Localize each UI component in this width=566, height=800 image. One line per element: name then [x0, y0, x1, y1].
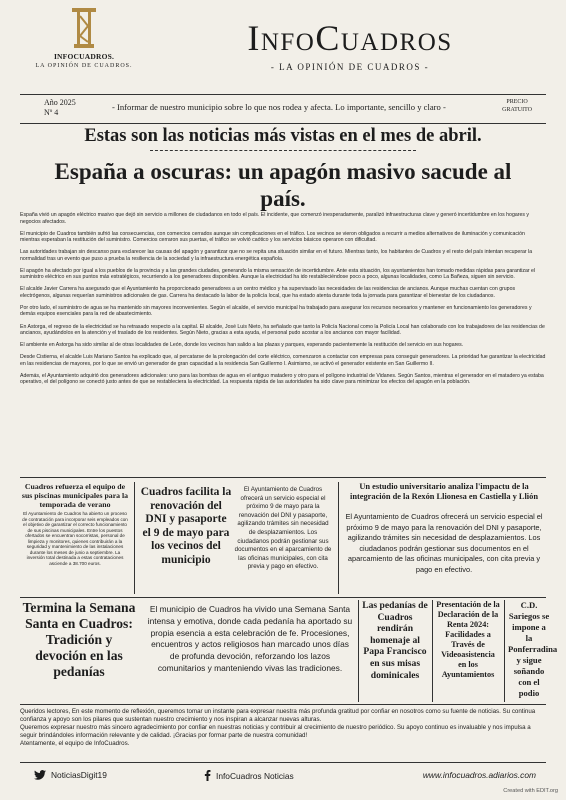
closing-note — [20, 708, 546, 748]
footer — [20, 766, 546, 784]
story-paragraph: Desde Cistierna, el alcalde Luis Mariano Santos ha explicado que, al percatarse de la prolongación del corte eléctrico, comenzaron a contactar con empresas para conseguir generadores. La prioridad fue garantizar la electricidad en las residencias de mayores, por lo que se envió un generador de gran capacidad a la residencia San Guillermo I. Asimismo, se activó el generador existente en San Guillermo II. — [20, 354, 546, 367]
article-title: Las pedanías de Cuadros rendirán homenaje al Papa Francisco en sus misas dominicales — [362, 600, 428, 681]
masthead-title: InfoCuadros — [247, 18, 453, 58]
twitter-link[interactable] — [34, 770, 107, 780]
logo-subtitle: LA OPINIÓN DE CUADROS. — [35, 63, 133, 69]
article-title: Cuadros refuerza el equipo de sus piscinas municipales para la temporada de verano — [21, 482, 129, 509]
facebook-name: InfoCuadros Noticias — [216, 770, 294, 781]
article-title: Termina la Semana Santa en Cuadros: Tradición y devoción en las pedanías — [22, 600, 136, 679]
story-paragraph: El alcalde Javier Carrera ha asegurado que el Ayuntamiento ha proporcionado generadores a un centro médico y ha supervisado las necesidades de las residencias de ancianos. Aunque muchas cuentan con grupos electrógenos, algunas requerían suministros adicionales de gas. Carrera ha destacado la labor de la policía local, que ha estado atenta durante toda la jornada para garantizar el bienestar de los ciudadanos. — [20, 286, 516, 299]
divider — [20, 94, 546, 95]
page-headline: Estas son las noticias más vistas en el mes de abril. — [84, 126, 482, 146]
logo-emblem-icon — [69, 6, 99, 50]
article-dni-title — [140, 486, 232, 567]
main-story-title: España a oscuras: un apagón masivo sacude al país. — [54, 159, 512, 211]
issue-number: Nº 4 — [44, 108, 59, 117]
website-url: www.infocuadros.adiarios.com — [422, 770, 536, 780]
issue-info — [20, 96, 546, 122]
issue-year-number — [44, 98, 76, 118]
column-divider — [432, 600, 433, 702]
article-easter — [20, 600, 138, 680]
article-text: El Ayuntamiento de Cuadros ofrecerá un servicio especial el próximo 9 de mayo para la renovación del DNI y pasaporte, agilizando trámites sin necesidad de desplazamientos. Los ciudadanos podrán gestionar sus documentos en el aparcamiento de las oficinas municipales, con cita previa y pago en efectivo. — [345, 512, 543, 574]
column-divider — [504, 600, 505, 702]
article-renta — [436, 600, 500, 680]
closing-paragraph: Queridos lectores, En este momento de reflexión, queremos tomar un instante para expresar nuestra más profunda gratitud por confiar en nosotros como su fuente de noticias. Su continua confianza y apoyo son los pilares que sustentan nuestro crecimiento y nos inspiran a alcanzar nuevas alturas. — [20, 708, 536, 723]
created-with-label: Created with EDIT.org — [503, 788, 558, 794]
divider — [20, 762, 546, 763]
closing-paragraph: Atentamente, el equipo de InfoCuadros. — [20, 740, 130, 747]
column-divider — [338, 482, 339, 594]
story-paragraph: El municipio de Cuadros también sufrió las consecuencias, con comercios cerrados aunque sin complicaciones en el tráfico. Los vecinos se vieron obligados a recurrir a medios alternativos de iluminación y comunicación mientras esperaban la restitución del suministro. Comercios cerraron sus puertas, el tráfico se volvió caótico y los servicios básicos operaron con dificultad. — [20, 230, 525, 244]
article-dni-text — [234, 486, 332, 572]
dashed-divider — [150, 150, 416, 151]
article-university — [344, 482, 544, 576]
twitter-icon — [34, 770, 46, 780]
article-text: El Ayuntamiento de Cuadros ha abierto un proceso de contratación para incorporar seis empleados con el objetivo de garantizar el correcto funcionamiento de sus piscinas municipales. Entre los puestos ofertados se encuentran socorristas, personal de limpieza y monitores, quienes contribuirán a la seguridad y mantenimiento de las instalaciones durante los meses de junio a septiembre. La inversión total destinada a estas contrataciones asciende a 38.700 euros. — [22, 511, 128, 566]
story-paragraph: Las autoridades trabajan sin descanso para esclarecer las causas del apagón y garantizar que no se repita una situación similar en el futuro. Mientras tanto, los habitantes de Cuadros y el resto del país intentan recuperar la normalidad tras un evento que puso a prueba la resiliencia de la sociedad y la infraestructura energética española. — [20, 249, 533, 262]
article-title: Un estudio universitario analiza l'impactu de la integración de la Rexón Llionesa en Castiella y Llión — [350, 482, 538, 501]
story-paragraph: Por otro lado, el suministro de agua se ha mantenido sin mayores inconvenientes. Según el alcalde, el servicio municipal ha trabajado para asegurar los recursos necesarios y mantener en funcionamiento los generadores y demás equipos esenciales para la red de abastecimiento. — [20, 304, 532, 318]
facebook-icon — [204, 770, 211, 781]
website-link[interactable] — [423, 770, 536, 780]
article-text: El municipio de Cuadros ha vivido una Semana Santa intensa y emotiva, donde cada pedanía ha aportado su propia esencia a esta celebración de fe. Procesiones, encuentros y actos religiosos han marcado unos días de profunda devoción, reforzando los lazos comunitarios y manteniendo vivas las tradiciones. — [147, 604, 353, 673]
facebook-link[interactable] — [204, 770, 294, 781]
story-paragraph: Además, el Ayuntamiento adquirió dos generadores adicionales: uno para las bombas de agua en el antiguo matadero y otro para el polígono industrial de Vidanes. Según Santos, mientras el generador en el matadero ya estaba operativo, el del polígono se conectó justo antes de que se restableciera la electricidad. La respuesta rápida de las autoridades ha sido clave para minimizar los efectos del apagón en la población. — [20, 372, 544, 386]
article-title: C.D. Sariegos se impone a la Ponferradina y sigue soñando con el podio — [508, 600, 558, 698]
twitter-handle: NoticiasDigit19 — [51, 770, 107, 780]
article-sariegos — [508, 600, 558, 699]
article-pope — [362, 600, 428, 681]
story-paragraph: En Astorga, el regreso de la electricidad se ha retrasado respecto a la capital. El alcalde, José Luis Nieto, ha señalado que tanto la Policía Nacional como la Policía Local han colaborado con los trabajadores de las residencias de ancianos, ayudándolos en la atención y el traslado de los residentes. Según Nieto, gracias a esta ayuda, el personal pudo acostar a los ancianos con mayor facilidad. — [20, 323, 545, 337]
divider — [20, 477, 546, 478]
article-easter-text — [146, 604, 354, 675]
masthead — [150, 18, 550, 72]
article-title: Cuadros facilita la renovación del DNI y pasaporte el 9 de mayo para los vecinos del municipio — [140, 486, 232, 566]
price-value: GRATUITO — [502, 107, 532, 113]
story-paragraph: El ambiente en Astorga ha sido similar al de otras localidades de León, donde los vecinos han salido a las plazas y parques, esperando pacientemente la restitución del servicio en sus hogares. — [20, 342, 464, 349]
column-divider — [134, 482, 135, 594]
price-badge — [502, 98, 532, 114]
article-text: El Ayuntamiento de Cuadros ofrecerá un servicio especial el próximo 9 de mayo para la renovación del DNI y pasaporte, agilizando trámites sin necesidad de desplazamientos. Los ciudadanos podrán gestionar sus documentos en el aparcamiento de las oficinas municipales, con cita previa y pago en efectivo. — [234, 486, 332, 571]
divider — [20, 704, 546, 705]
main-story-body — [20, 212, 546, 391]
issue-tagline: - Informar de nuestro municipio sobre lo que nos rodea y afecta. Lo importante, sencillo y claro - — [112, 102, 446, 112]
article-title: Presentación de la Declaración de la Renta 2024: Facilidades a Través de Videoasistencia en los Ayuntamientos — [436, 600, 500, 679]
logo-name: INFOCUADROS. — [53, 52, 115, 61]
masthead-subtitle: - LA OPINIÓN DE CUADROS - — [270, 62, 430, 72]
logo — [28, 6, 140, 88]
closing-paragraph: Queremos expresar nuestro más sincero agradecimiento por confiar en nuestras noticias y contribuir al crecimiento de nuestro periódico. Su apoyo continuo es invaluable y nos impulsa a seguir brindándoles información relevante y de calidad. ¡Gracias por formar parte de nuestra comunidad! — [20, 724, 531, 739]
divider — [20, 597, 546, 598]
story-paragraph: España vivió un apagón eléctrico masivo que dejó sin servicio a millones de ciudadanos en todo el país. El incidente, que comenzó inesperadamente, paralizó infraestructuras clave y generó incertidumbre en los hogares y negocios afectados. — [20, 212, 529, 225]
story-paragraph: El apagón ha afectado por igual a los pueblos de la provincia y a las grandes ciudades, generando la misma sensación de incertidumbre. Ante esta situación, los ayuntamientos han tomado medidas rápidas para garantizar el suministro eléctrico en sus puntos más estratégicos, recurriendo a los generadores disponibles. Aunque la electricidad ha ido restableciéndose poco a poco, algunas localidades, como La Bañeza, siguen sin servicio. — [20, 267, 536, 281]
column-divider — [358, 600, 359, 702]
divider — [20, 123, 546, 124]
article-pools — [20, 482, 130, 594]
price-label: PRECIO — [506, 99, 528, 105]
issue-year: Año 2025 — [44, 98, 76, 107]
